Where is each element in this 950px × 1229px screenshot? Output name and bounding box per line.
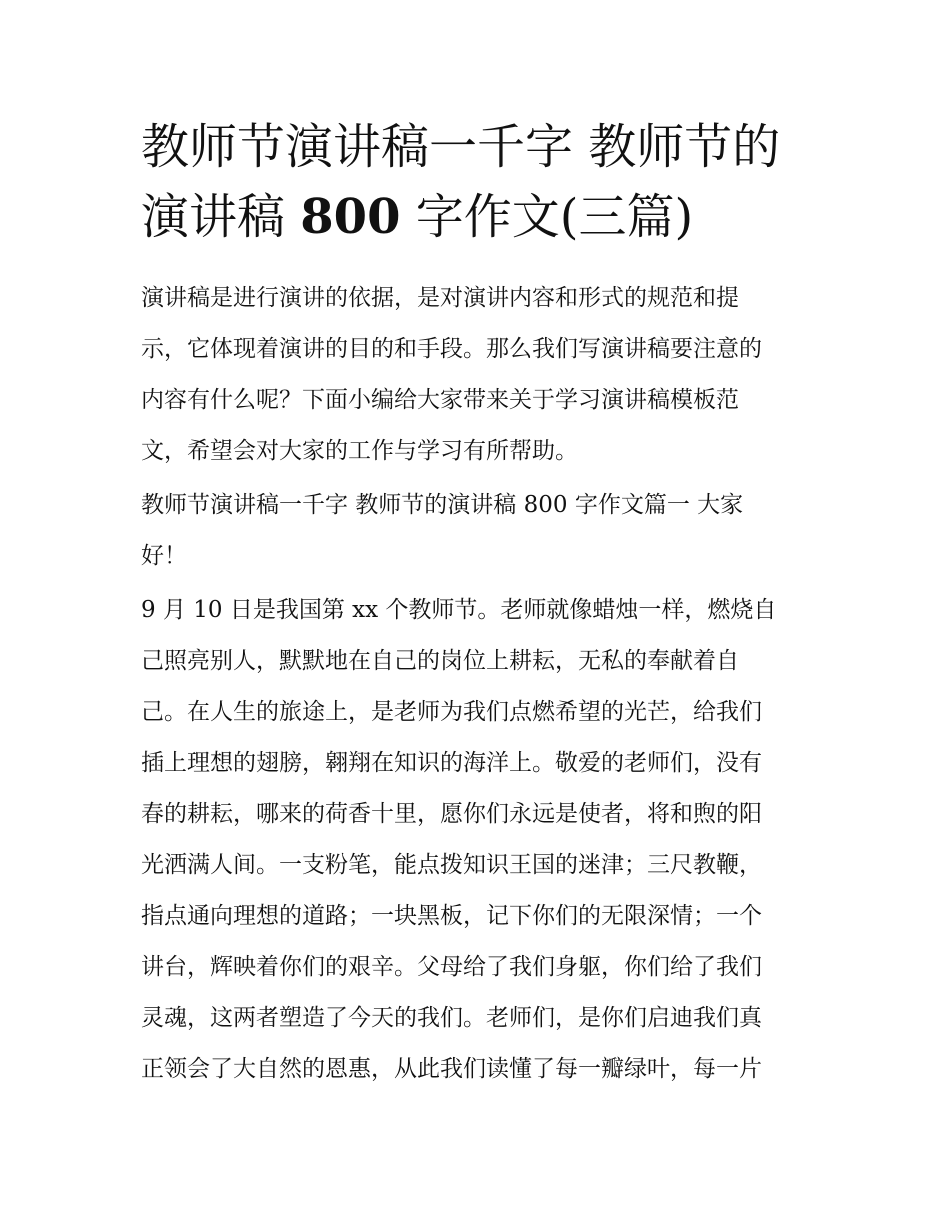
title-text: 演讲稿 [141,189,301,245]
text-line: 示，它体现着演讲的目的和手段。那么我们写演讲稿要注意的 [141,336,762,362]
text-line: 讲台，辉映着你们的艰辛。父母给了我们身躯，你们给了我们 [141,954,762,980]
text-line: 灵魂，这两者塑造了今天的我们。老师们，是你们启迪我们真 [141,1005,762,1031]
text-line: 春的耕耘，哪来的荷香十里，愿你们永远是使者，将和煦的阳 [141,801,762,827]
text-line: 己照亮别人，默默地在自己的岗位上耕耘，无私的奉献着自 [141,648,739,674]
section-heading-paragraph [141,480,813,582]
document-body [141,112,813,1095]
body-paragraph [141,585,813,1095]
text-line: 演讲稿是进行演讲的依据，是对演讲内容和形式的规范和提 [141,285,739,311]
text-line: 文，希望会对大家的工作与学习有所帮助。 [141,438,578,464]
title-line [141,182,813,252]
text-line: 正领会了大自然的恩惠，从此我们读懂了每一瓣绿叶，每一片 [141,1056,762,1082]
text-line: 好！ [141,543,187,569]
text-line: 内容有什么呢？下面小编给大家带来关于学习演讲稿模板范 [141,387,739,413]
title-line: 教师节演讲稿一千字 教师节的 [141,119,781,175]
intro-paragraph [141,273,813,477]
title-number: 800 [300,189,401,245]
text-line: 己。在人生的旅途上，是老师为我们点燃希望的光芒，给我们 [141,699,762,725]
text-line: 9 月 10 日是我国第 xx 个教师节。老师就像蜡烛一样，燃烧自 [141,597,777,623]
title-text: 字作文(三篇) [400,189,694,245]
text-line: 指点通向理想的道路；一块黑板，记下你们的无限深情；一个 [141,903,762,929]
text-line: 光洒满人间。一支粉笔，能点拨知识王国的迷津；三尺教鞭， [141,852,762,878]
text-line: 插上理想的翅膀，翱翔在知识的海洋上。敬爱的老师们，没有 [141,750,762,776]
text-line: 教师节演讲稿一千字 教师节的演讲稿 800 字作文篇一 大家 [141,492,744,518]
document-title [141,112,813,252]
